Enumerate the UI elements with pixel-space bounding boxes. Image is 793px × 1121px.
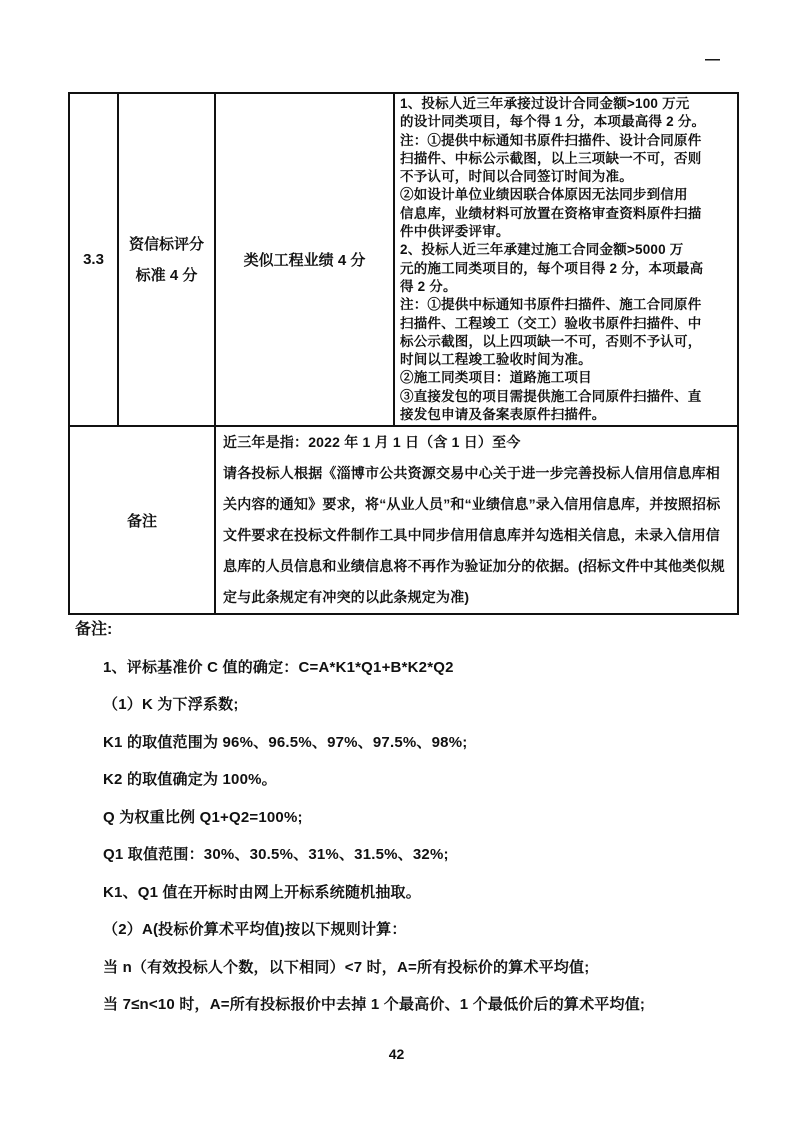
cell-item-title: 类似工程业绩 4 分 — [215, 93, 394, 426]
table-row-scoring — [69, 93, 738, 426]
score-table — [68, 92, 739, 615]
cell-remark-label: 备注 — [69, 426, 215, 614]
cell-category: 资信标评分 标准 4 分 — [118, 93, 215, 426]
cell-scoring-criteria: 1、投标人近三年承接过设计合同金额>100 万元 的设计同类项目，每个得 1 分，本项最高得 2 分。 注：①提供中标通知书原件扫描件、设计合同原件 扫描件、中标公示截图，以上三项缺一不可，否则 不予认可，时间以合同签订时间为准。 ②如设计单位业绩因联合体原因无法同步到信用 信息库，业绩材料可放置在资格审查资料原件扫描 件中供评委评审。 2、投标人近三年承建过施工合同金额>5000 万 元的施工同类项目的，每个项目得 2 分，本项最高 得 2 分。 注：①提供中标通知书原件扫描件、施工合同原件 扫描件、工程竣工（交工）验收书原件扫描件、中 标公示截图，以上四项缺一不可，否则不予认可， 时间以工程竣工验收时间为准。 ②施工同类项目：道路施工项目 ③直接发包的项目需提供施工合同原件扫描件、直 接发包申请及备案表原件扫描件。 — [394, 93, 738, 426]
page-number: 42 — [388, 1046, 405, 1062]
cell-item-number: 3.3 — [69, 93, 118, 426]
table-row-remark — [69, 426, 738, 614]
notes-section — [75, 611, 740, 1024]
notes-heading: 备注: — [75, 621, 113, 638]
header-dash-icon: — — [705, 51, 720, 68]
notes-body: 1、评标基准价 C 值的确定：C=A*K1*Q1+B*K2*Q2 （1）K 为下浮系数; K1 的取值范围为 96%、96.5%、97%、97.5%、98%; K2 的取值确定为 100%。 Q 为权重比例 Q1+Q2=100%; Q1 取值范围：30%、30.5%、31%、31.5%、32%; K1、Q1 值在开标时由网上开标系统随机抽取。 （2）A(投标价算术平均值)按以下规则计算： 当 n（有效投标人个数，以下相同）<7 时，A=所有投标价的算术平均值; 当 7≤n<10 时，A=所有投标报价中去掉 1 个最高价、1 个最低价后的算术平均值; — [103, 658, 646, 1013]
cell-remark-content: 近三年是指：2022 年 1 月 1 日（含 1 日）至今 请各投标人根据《淄博市公共资源交易中心关于进一步完善投标人信用信息库相 关内容的通知》要求，将“从业人员”和“业绩信息”录入信用信息库，并按照招标 文件要求在投标文件制作工具中同步信用信息库并勾选相关信息，未录入信用信 息库的人员信息和业绩信息将不再作为验证加分的依据。(招标文件中其他类似规 定与此条规定有冲突的以此条规定为准) — [215, 426, 738, 614]
